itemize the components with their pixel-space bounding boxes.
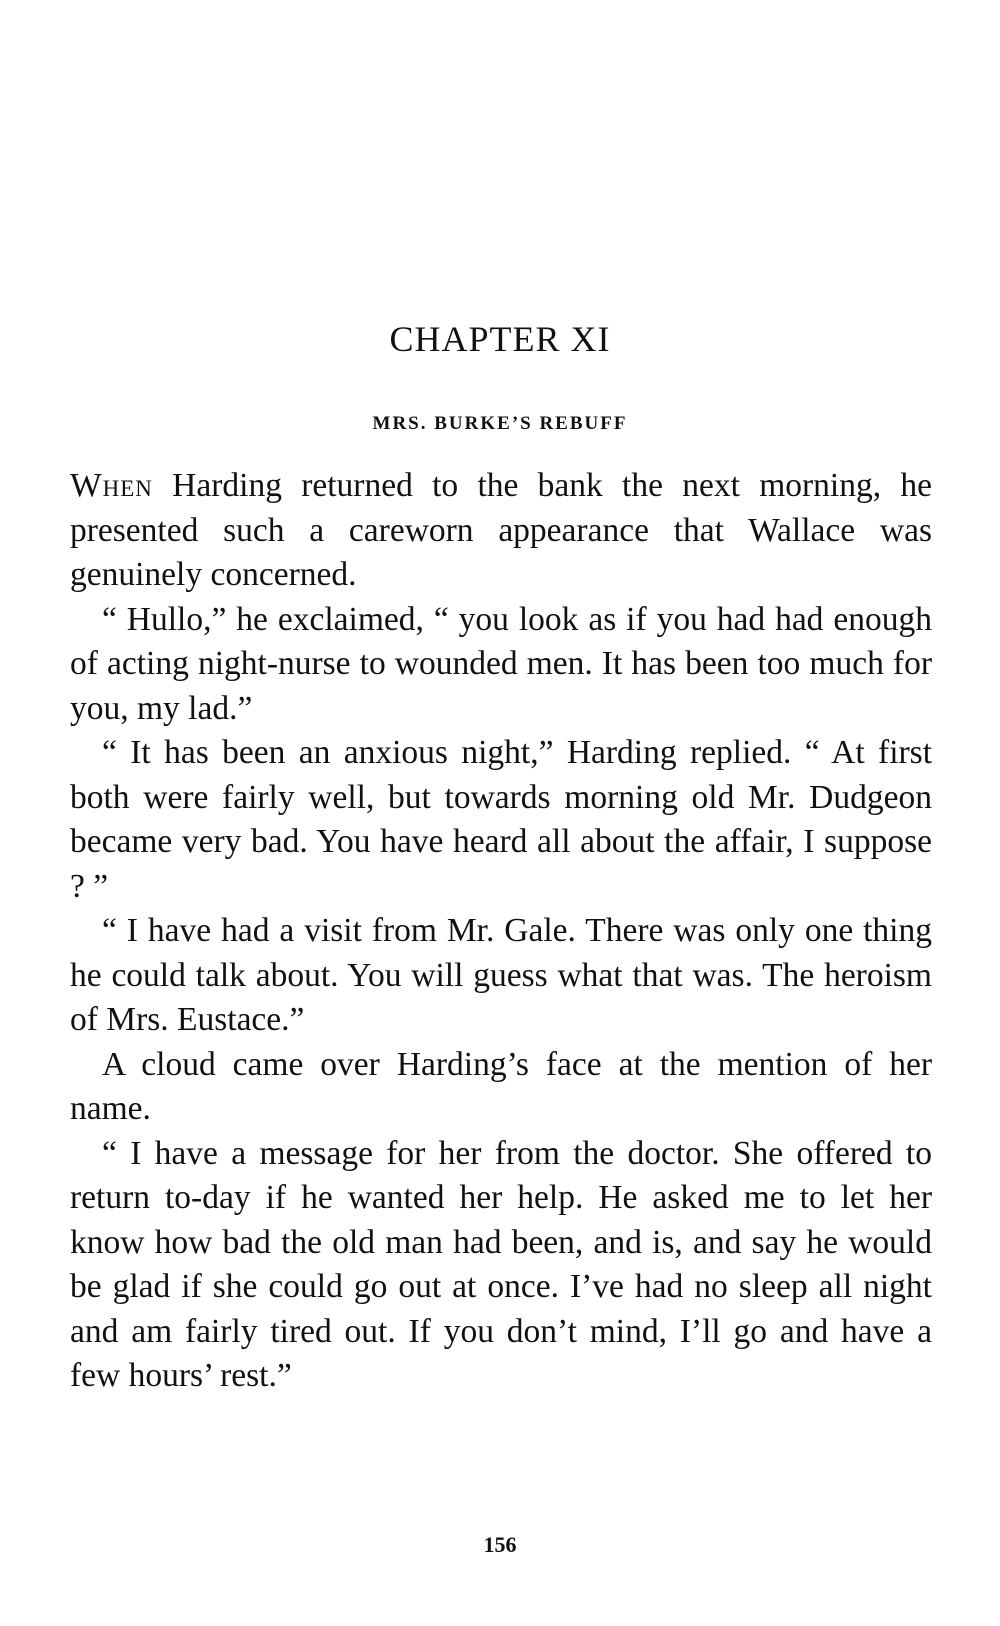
paragraph-1-text: Harding returned to the bank the next morning, he presented such a careworn appearance that Wallace was genuinely concerned. — [70, 467, 932, 593]
paragraph-2: “ Hullo,” he exclaimed, “ you look as if you had had enough of acting night-nurse to wounded men. It has been too much for you, my lad.” — [70, 600, 932, 727]
chapter-title: CHAPTER XI — [389, 319, 611, 359]
paragraph-6: “ I have a message for her from the doctor. She offered to return to-day if he wanted her help. He asked me to let her know how bad the old man had been, and is, and say he would be glad if she could go out at once. I’ve had no sleep all night and am fairly tired out. If you don’t mind, I’ll go and have a few hours’ rest.” — [70, 1134, 932, 1394]
paragraph-1 — [70, 464, 932, 598]
chapter-subtitle: MRS. BURKE’S REBUFF — [372, 413, 628, 434]
body-text — [70, 464, 932, 1399]
drop-lead-word: When — [70, 467, 153, 504]
page-number: 156 — [483, 1532, 517, 1557]
paragraph-5: A cloud came over Harding’s face at the mention of her name. — [70, 1045, 932, 1127]
paragraph-3: “ It has been an anxious night,” Harding replied. “ At first both were fairly well, but towards morning old Mr. Dudgeon became very bad. You have heard all about the affair, I suppose ? ” — [70, 734, 932, 905]
paragraph-4: “ I have had a visit from Mr. Gale. There was only one thing he could talk about. You will guess what that was. The heroism of Mrs. Eustace.” — [70, 912, 932, 1038]
